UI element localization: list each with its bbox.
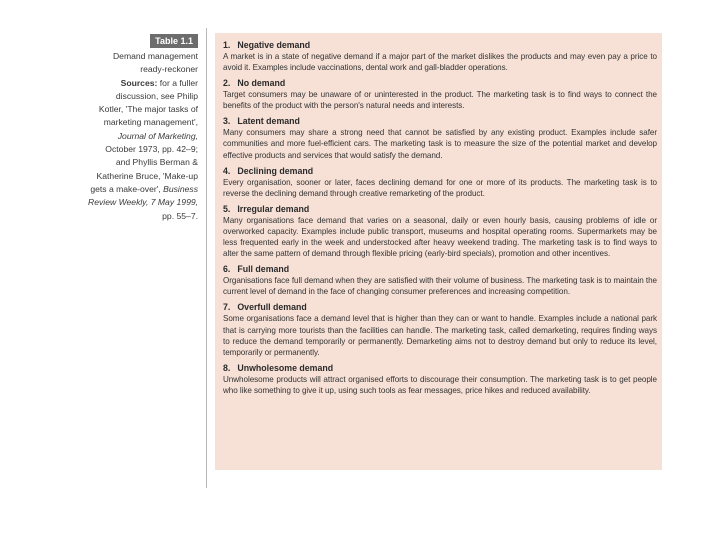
item-description: Some organisations face a demand level that is higher than they can or want to handle. Examples include a national park that is carrying more tourists than the facilities can handle. The marketing task, called demarketing, requires finding ways to reduce the demand temporarily or permanently. Demarketing aims not to destroy demand but only to reduce its level, temporarily or permanently.	[223, 314, 657, 357]
item-description: Target consumers may be unaware of or uninterested in the product. The marketing task is to find ways to connect the benefits of the product with the person's natural needs and interests.	[223, 90, 657, 111]
item-heading	[223, 39, 657, 51]
item-title: Overfull demand	[237, 302, 307, 313]
demand-item	[223, 39, 657, 73]
side-note-line: discussion, see Philip	[115, 90, 198, 101]
demand-item	[223, 203, 657, 259]
side-note-line: gets a make-over',	[90, 183, 161, 194]
item-description: Every organisation, sooner or later, faces declining demand for one or more of its products. The marketing task is to reverse the declining demand through creative remarketing of the product.	[223, 177, 657, 198]
item-number: 6.	[223, 264, 231, 275]
item-heading	[223, 362, 657, 374]
item-title: Negative demand	[237, 40, 311, 50]
item-number: 1.	[223, 40, 231, 50]
item-description: Many consumers may share a strong need that cannot be satisfied by any existing product. Examples include safer communities and more fuel-efficient cars. The marketing task is to measure the size of the potential market and develop effective products and services that would satisfy the demand.	[223, 128, 657, 160]
demand-item	[223, 263, 657, 297]
item-heading	[223, 165, 657, 177]
item-heading	[223, 115, 657, 127]
demand-item	[223, 77, 657, 111]
item-number: 5.	[223, 203, 231, 214]
item-heading	[223, 263, 657, 275]
item-title: Latent demand	[237, 116, 300, 127]
item-title: Declining demand	[237, 165, 314, 176]
side-note-line: and Phyllis Berman &	[115, 157, 198, 168]
item-description: A market is in a state of negative demand if a major part of the market dislikes the products and may even pay a price to avoid it. Examples include vaccinations, dental work and gall-bladder operations.	[223, 52, 657, 73]
side-note-line: ready-reckoner	[140, 64, 198, 75]
item-title: Irregular demand	[237, 203, 310, 214]
item-number: 4.	[223, 165, 231, 176]
item-title: Unwholesome demand	[237, 362, 334, 373]
demand-item	[223, 362, 657, 396]
item-title: No demand	[237, 78, 286, 89]
item-title: Full demand	[237, 264, 290, 275]
item-description: Unwholesome products will attract organised efforts to discourage their consumption. The marketing task is to get people who like something to give it up, using such tools as fear messages, price hikes and reduced availability.	[223, 374, 657, 395]
demand-item	[223, 165, 657, 199]
item-number: 2.	[223, 78, 231, 89]
table-badge: Table 1.1	[150, 34, 198, 48]
side-note-line: Demand management	[112, 51, 198, 61]
item-number: 3.	[223, 116, 231, 127]
side-note-line: pp. 55–7.	[162, 210, 198, 221]
item-number: 8.	[223, 362, 231, 373]
item-heading	[223, 301, 657, 313]
side-note	[88, 34, 198, 223]
business-label: Business	[163, 183, 198, 194]
side-note-line: Kotler, 'The major tasks of	[98, 104, 198, 115]
side-note-line: Katherine Bruce, 'Make-up	[96, 170, 198, 181]
side-note-line: for a fuller	[159, 77, 198, 88]
item-heading	[223, 203, 657, 215]
side-note-sources-line	[88, 77, 198, 90]
sources-label: Sources:	[120, 77, 158, 88]
item-description: Organisations face full demand when they are satisfied with their volume of business. The marketing task is to maintain the current level of demand in the face of changing consumer preferences and increasing competition.	[223, 276, 657, 297]
demand-table-panel	[215, 33, 662, 470]
side-note-line: October 1973, pp. 42–9;	[105, 144, 198, 155]
vertical-divider	[206, 28, 207, 488]
item-heading	[223, 77, 657, 89]
demand-item	[223, 115, 657, 160]
side-note-business-line	[88, 183, 198, 196]
side-note-line: Review Weekly, 7 May 1999,	[88, 197, 199, 208]
side-note-line: marketing management',	[103, 117, 198, 128]
demand-item	[223, 301, 657, 357]
side-note-journal: Journal of Marketing,	[117, 130, 198, 141]
item-number: 7.	[223, 302, 231, 313]
item-description: Many organisations face demand that varies on a seasonal, daily or even hourly basis, causing problems of idle or overworked capacity. Examples include public transport, museums and hospital operating rooms. Supermarkets may be less frequented early in the week and understocked after heavy weekend trading. The marketing task is to find ways to alter the same pattern of demand through flexible pricing (early-bird specials), promotion and other incentives.	[223, 215, 657, 259]
